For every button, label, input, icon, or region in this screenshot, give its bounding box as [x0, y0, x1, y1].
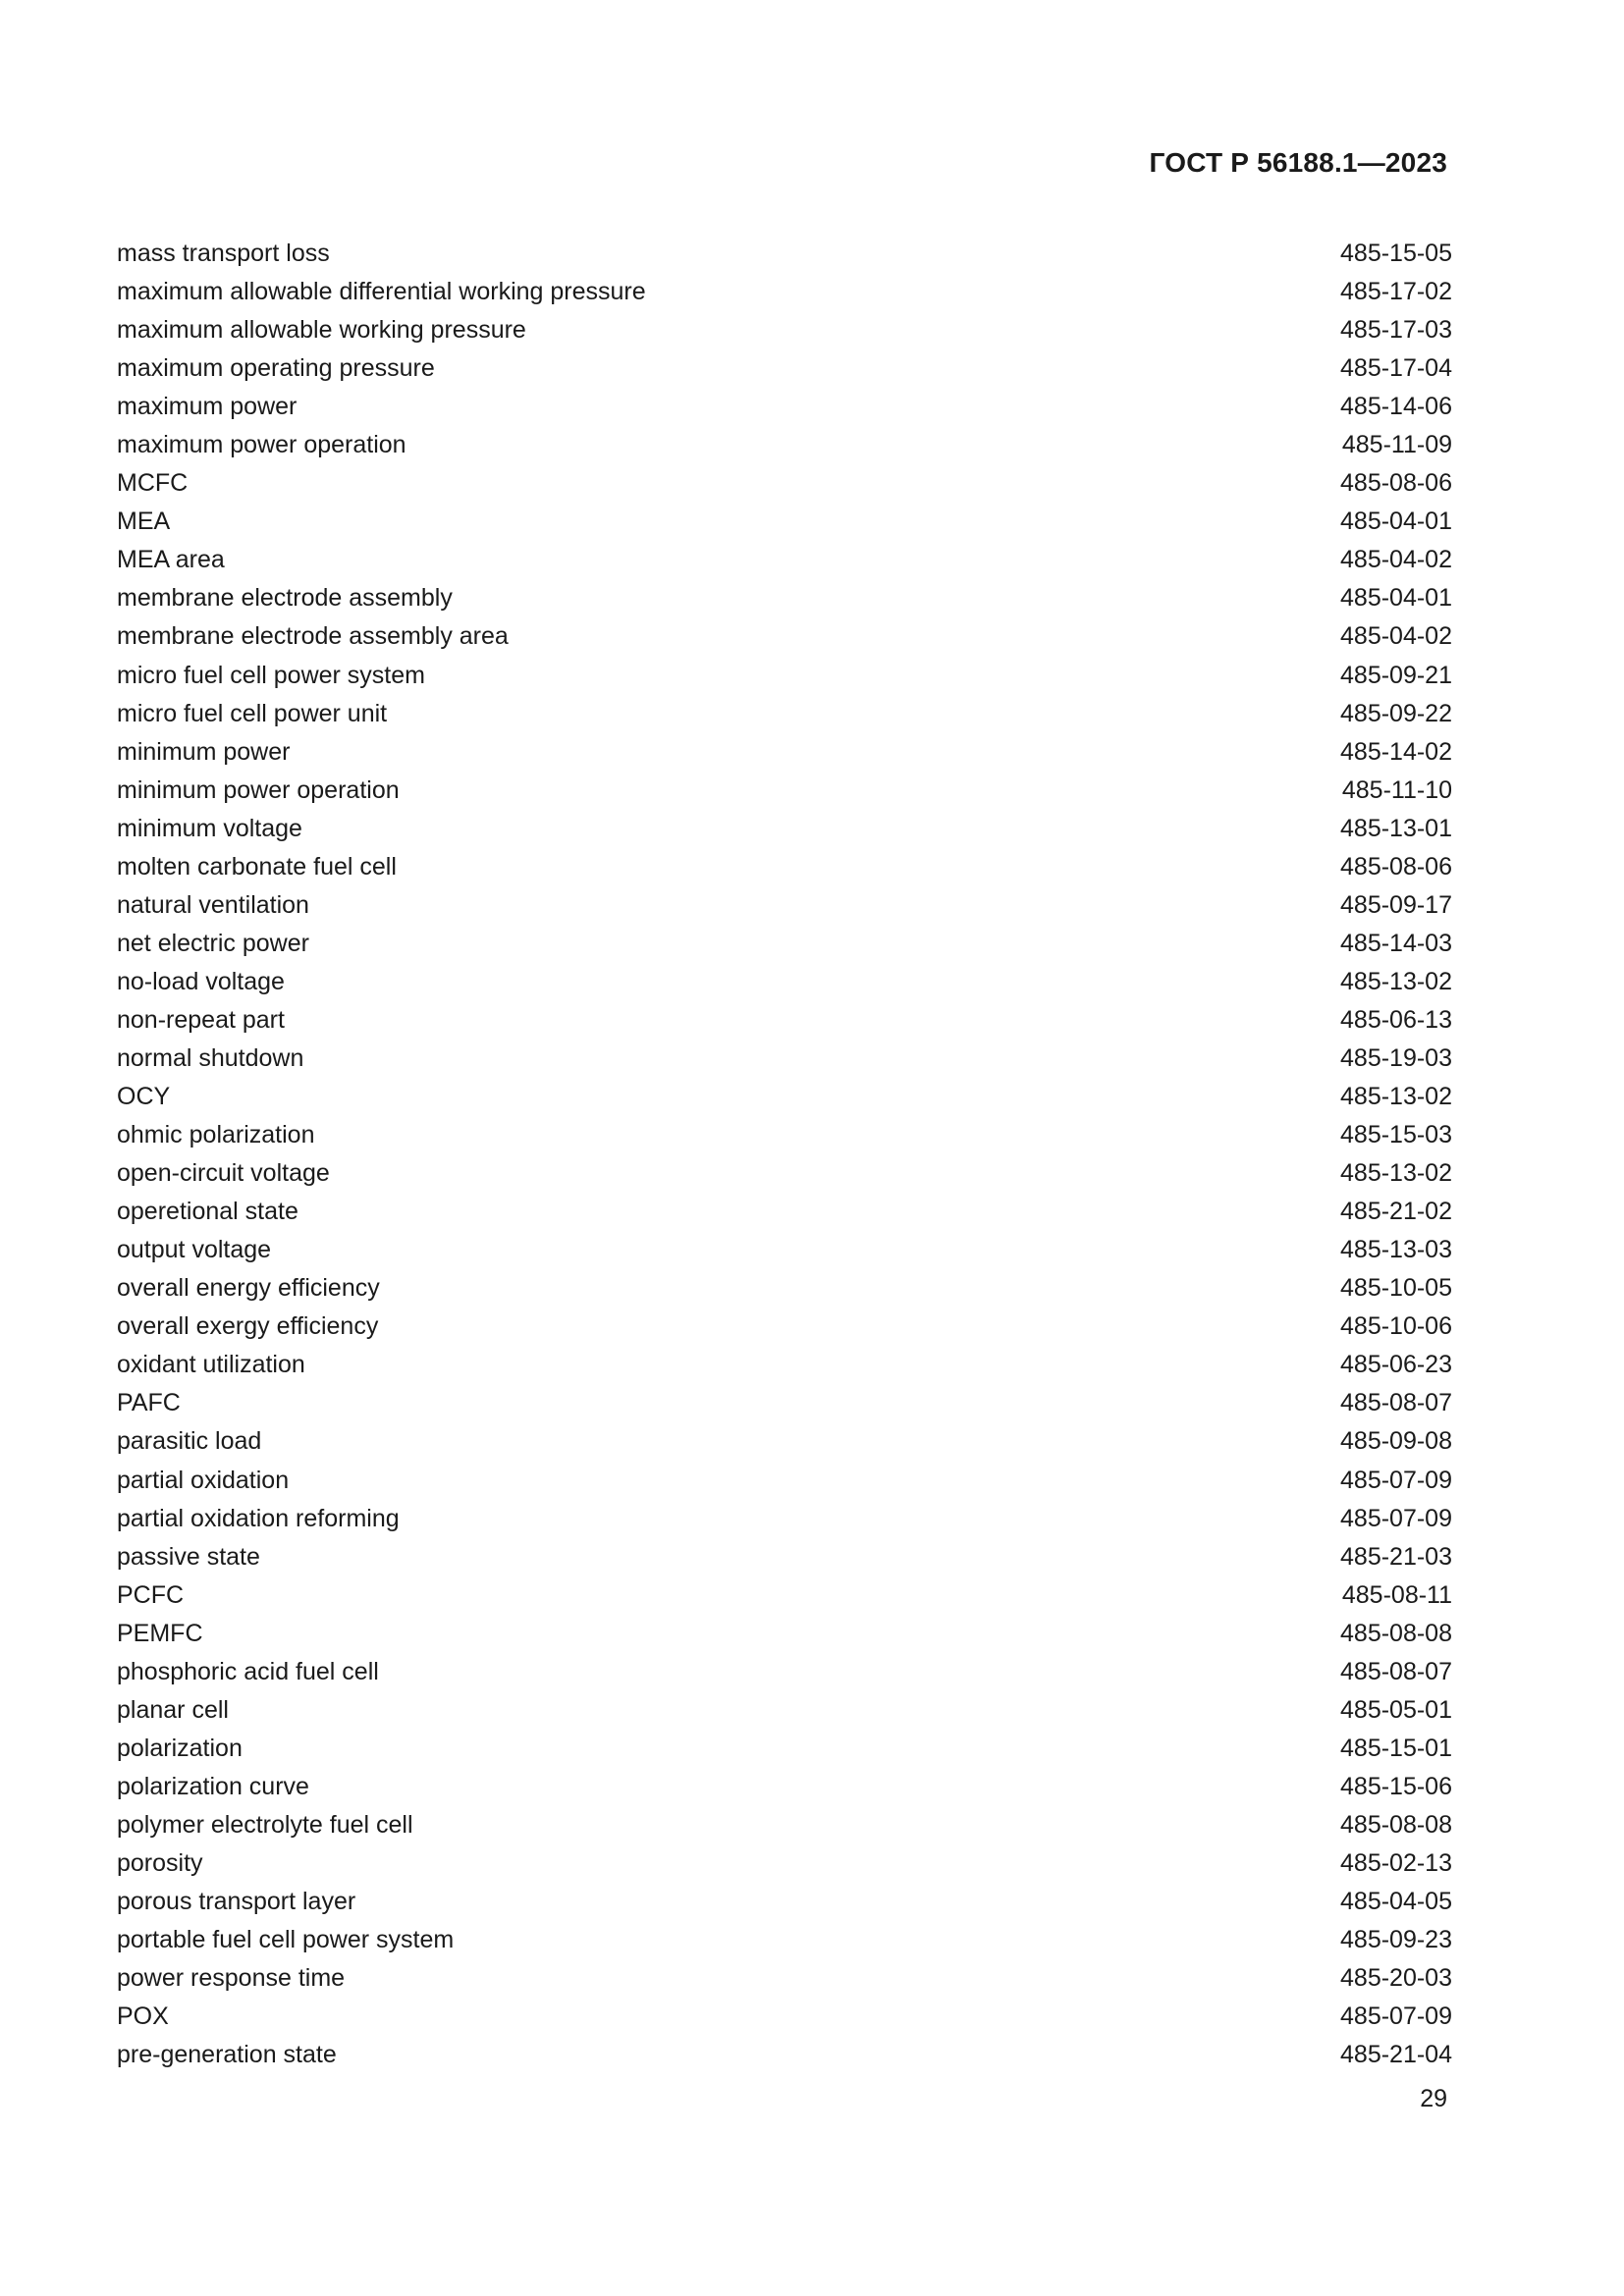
index-entry: [117, 1806, 1452, 1844]
index-term: parasitic load: [117, 1427, 262, 1456]
index-code: 485-04-05: [1340, 1888, 1452, 1916]
index-term: operetional state: [117, 1198, 298, 1226]
index-term: micro fuel cell power system: [117, 661, 425, 689]
index-code: 485-15-05: [1340, 240, 1452, 268]
index-code: 485-13-02: [1340, 1159, 1452, 1188]
index-code: 485-14-02: [1340, 737, 1452, 766]
index-entry: [117, 1538, 1452, 1576]
index-code: 485-17-03: [1340, 316, 1452, 345]
index-entry: [117, 388, 1452, 426]
index-entry: [117, 848, 1452, 886]
index-entry: [117, 1883, 1452, 1921]
index-term: minimum power operation: [117, 775, 400, 804]
index-entry: [117, 925, 1452, 963]
index-entry: [117, 1040, 1452, 1078]
index-term: ohmic polarization: [117, 1121, 315, 1149]
index-entry: [117, 503, 1452, 541]
index-code: 485-07-09: [1340, 2002, 1452, 2031]
index-code: 485-04-01: [1340, 507, 1452, 536]
index-term: mass transport loss: [117, 240, 330, 268]
index-entry: [117, 1001, 1452, 1040]
index-term: phosphoric acid fuel cell: [117, 1657, 379, 1685]
index-term: porosity: [117, 1848, 203, 1877]
index-term: porous transport layer: [117, 1888, 356, 1916]
index-code: 485-17-04: [1340, 354, 1452, 383]
index-entry: [117, 1615, 1452, 1653]
index-entry: [117, 1921, 1452, 1959]
index-code: 485-06-23: [1340, 1351, 1452, 1379]
index-term: OCY: [117, 1083, 171, 1111]
index-term: minimum voltage: [117, 814, 302, 842]
index-entry: [117, 273, 1452, 311]
index-entry: [117, 1500, 1452, 1538]
index-term: polarization curve: [117, 1772, 309, 1800]
standard-designation: ГОСТ Р 56188.1—2023: [1149, 147, 1447, 178]
index-term: normal shutdown: [117, 1044, 304, 1072]
index-term: maximum power: [117, 393, 298, 421]
index-term: maximum allowable working pressure: [117, 316, 526, 345]
index-term: molten carbonate fuel cell: [117, 852, 397, 881]
index-entry: [117, 1959, 1452, 1998]
index-term: net electric power: [117, 929, 309, 957]
index-entry: [117, 1422, 1452, 1461]
index-entry: [117, 1384, 1452, 1422]
index-entry: [117, 963, 1452, 1001]
index-entry: [117, 1768, 1452, 1806]
index-term: MEA area: [117, 546, 225, 574]
index-term: maximum power operation: [117, 431, 406, 459]
index-term: polymer electrolyte fuel cell: [117, 1810, 413, 1839]
index-code: 485-02-13: [1340, 1848, 1452, 1877]
index-entry: [117, 1116, 1452, 1154]
index-code: 485-08-07: [1340, 1657, 1452, 1685]
index-term: non-repeat part: [117, 1005, 285, 1034]
index-entry: [117, 1462, 1452, 1500]
index-code: 485-11-10: [1341, 775, 1452, 804]
index-entry: [117, 1154, 1452, 1193]
index-entry: [117, 1844, 1452, 1883]
index-code: 485-10-06: [1340, 1312, 1452, 1341]
index-entry: [117, 1653, 1452, 1691]
index-term: PAFC: [117, 1389, 181, 1417]
index-entry: [117, 1998, 1452, 2036]
index-code: 485-09-08: [1340, 1427, 1452, 1456]
index-entry: [117, 2036, 1452, 2074]
index-term: partial oxidation: [117, 1466, 290, 1494]
index-entry: [117, 1576, 1452, 1615]
index-code: 485-08-06: [1340, 469, 1452, 498]
index-entry: [117, 695, 1452, 733]
index-term: maximum allowable differential working pressure: [117, 278, 646, 306]
index-term: natural ventilation: [117, 890, 309, 919]
index-code: 485-14-06: [1340, 393, 1452, 421]
index-code: 485-14-03: [1340, 929, 1452, 957]
index-entry: [117, 349, 1452, 388]
index-code: 485-06-13: [1340, 1005, 1452, 1034]
index-term: PEMFC: [117, 1619, 203, 1647]
index-term: membrane electrode assembly area: [117, 622, 509, 651]
index-code: 485-09-22: [1340, 699, 1452, 727]
index-code: 485-08-11: [1341, 1580, 1452, 1609]
page-number: 29: [1420, 2085, 1447, 2112]
index-code: 485-08-06: [1340, 852, 1452, 881]
index-term: MCFC: [117, 469, 189, 498]
index-term: POX: [117, 2002, 169, 2031]
index-entry: [117, 1193, 1452, 1231]
index-code: 485-04-01: [1340, 584, 1452, 613]
index-entry: [117, 1346, 1452, 1384]
index-term: polarization: [117, 1734, 243, 1762]
index-term: portable fuel cell power system: [117, 1926, 455, 1954]
index-entry: [117, 1691, 1452, 1730]
index-term: open-circuit voltage: [117, 1159, 330, 1188]
index-code: 485-19-03: [1340, 1044, 1452, 1072]
index-entry: [117, 579, 1452, 617]
index-code: 485-15-06: [1340, 1772, 1452, 1800]
index-entry: [117, 1308, 1452, 1346]
index-code: 485-07-09: [1340, 1466, 1452, 1494]
index-term: overall exergy efficiency: [117, 1312, 379, 1341]
index-code: 485-21-03: [1340, 1542, 1452, 1571]
index-entry: [117, 1730, 1452, 1768]
index-entry: [117, 1078, 1452, 1116]
index-code: 485-07-09: [1340, 1504, 1452, 1532]
index-entry: [117, 772, 1452, 810]
index-term: output voltage: [117, 1236, 272, 1264]
index-code: 485-15-03: [1340, 1121, 1452, 1149]
index-term: overall energy efficiency: [117, 1274, 380, 1303]
index-term: minimum power: [117, 737, 291, 766]
index-entry: [117, 1269, 1452, 1308]
index-code: 485-10-05: [1340, 1274, 1452, 1303]
index-entry: [117, 541, 1452, 579]
index-code: 485-13-02: [1340, 967, 1452, 995]
index-entry: [117, 1231, 1452, 1269]
index-term: planar cell: [117, 1695, 229, 1724]
index-code: 485-04-02: [1340, 622, 1452, 651]
index-term: MEA: [117, 507, 171, 536]
index-code: 485-09-23: [1340, 1926, 1452, 1954]
index-code: 485-15-01: [1340, 1734, 1452, 1762]
index-code: 485-08-08: [1340, 1619, 1452, 1647]
index-term: micro fuel cell power unit: [117, 699, 388, 727]
index-entry: [117, 426, 1452, 464]
index-code: 485-13-02: [1340, 1083, 1452, 1111]
index-entry: [117, 810, 1452, 848]
index-code: 485-08-08: [1340, 1810, 1452, 1839]
index-entry: [117, 464, 1452, 503]
index-term: pre-generation state: [117, 2041, 337, 2069]
index-entry: [117, 886, 1452, 925]
index-term: power response time: [117, 1964, 346, 1993]
index-term: PCFC: [117, 1580, 185, 1609]
index-term: partial oxidation reforming: [117, 1504, 400, 1532]
index-code: 485-11-09: [1341, 431, 1452, 459]
index-code: 485-08-07: [1340, 1389, 1452, 1417]
term-index-list: [117, 235, 1452, 2074]
index-code: 485-20-03: [1340, 1964, 1452, 1993]
index-code: 485-09-21: [1340, 661, 1452, 689]
index-term: membrane electrode assembly: [117, 584, 453, 613]
index-code: 485-13-03: [1340, 1236, 1452, 1264]
index-code: 485-09-17: [1340, 890, 1452, 919]
index-entry: [117, 235, 1452, 273]
index-term: passive state: [117, 1542, 260, 1571]
index-code: 485-17-02: [1340, 278, 1452, 306]
index-entry: [117, 617, 1452, 656]
index-term: no-load voltage: [117, 967, 285, 995]
index-entry: [117, 657, 1452, 695]
index-term: maximum operating pressure: [117, 354, 435, 383]
index-code: 485-21-04: [1340, 2041, 1452, 2069]
index-code: 485-05-01: [1340, 1695, 1452, 1724]
index-entry: [117, 311, 1452, 349]
index-entry: [117, 733, 1452, 772]
index-code: 485-21-02: [1340, 1198, 1452, 1226]
index-code: 485-04-02: [1340, 546, 1452, 574]
index-code: 485-13-01: [1340, 814, 1452, 842]
index-term: oxidant utilization: [117, 1351, 305, 1379]
